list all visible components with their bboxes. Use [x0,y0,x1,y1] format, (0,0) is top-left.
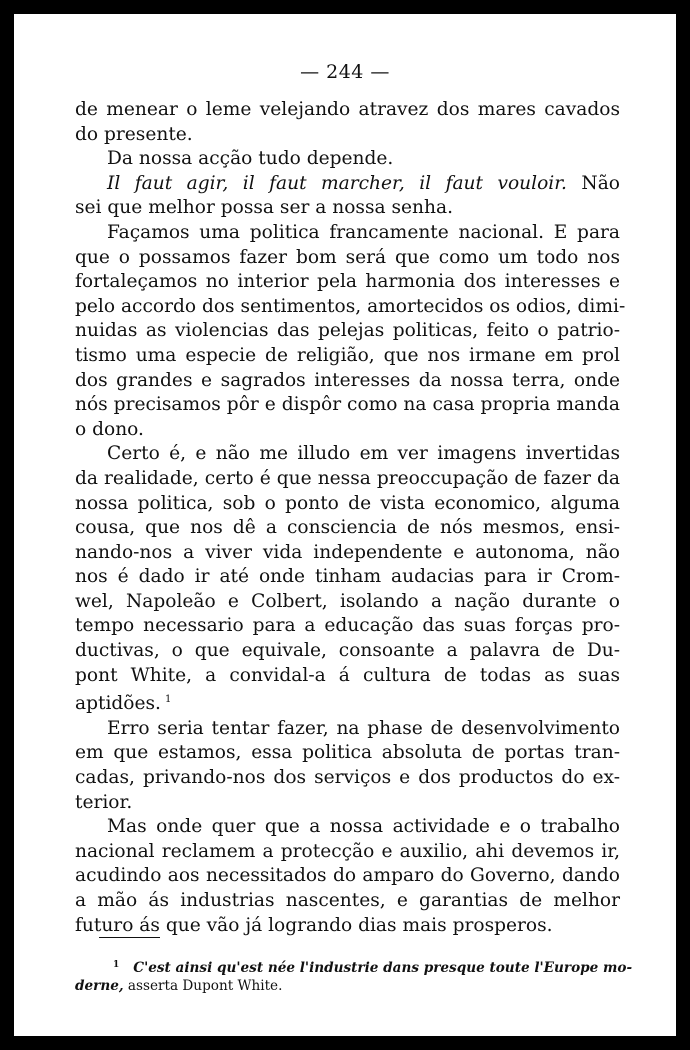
text-line: futuro ás que vão já logrando dias mais prosperos. [75,914,553,936]
footnote-quote: C'est ainsi qu'est née l'industrie dans presque toute l'Europe mo- [133,960,633,976]
text-line: nossa politica, sob o ponto de vista economico, alguma [75,492,620,514]
text-line: fortaleçamos no interior pela harmonia dos interesses e [75,271,620,293]
french-quote: Il faut agir, il faut marcher, il faut vouloir. [107,172,567,194]
text-line: ductivas, o que equivale, consoante a palavra de Du- [75,640,620,662]
text-line: Da nossa acção tudo depende. [107,148,394,170]
text-line: pelo accordo dos sentimentos, amortecidos os odios, dimi- [75,295,626,317]
text-line: acudindo aos necessitados do amparo do Governo, dando [75,865,620,887]
text-line [75,688,620,717]
footnote-marker: 1 [113,960,120,970]
footnote-line [75,956,633,977]
text-line: tismo uma especie de religião, que nos irmane em prol [75,344,620,366]
text-line: dos grandes e sagrados interesses da nossa terra, onde [75,369,620,391]
text-line: nando-nos a viver vida independente e autonoma, não [75,541,620,563]
text-line: em que estamos, essa politica absoluta de portas tran- [75,742,620,764]
text-line: de menear o leme velejando atravez dos mares cavados [75,99,620,120]
text-line: Certo é, e não me illudo em ver imagens invertidas [107,443,620,465]
footnote-quote: derne, [75,978,124,994]
paragraph-6 [75,717,620,815]
text-fragment: aptidões. [75,693,161,715]
footnote-attribution: asserta Dupont White. [127,978,283,994]
text-line: Mas onde quer que a nossa actividade e o trabalho [107,816,620,838]
paragraph-3 [75,172,620,221]
text-line: terior. [75,791,133,813]
text-line: Erro seria tentar fazer, na phase de desenvolvimento [107,717,620,739]
text-line: que o possamos fazer bom será que como um todo nos [75,246,620,268]
footnote-line [75,977,620,995]
paragraph-4 [75,221,626,442]
page-number: — 244 — [300,61,390,83]
paragraph-5 [75,442,620,717]
text-line: cadas, privando-nos dos serviços e dos productos do ex- [75,767,620,789]
text-line: nuidas as violencias das pelejas politicas, feito o patrio- [75,320,620,342]
book-page [14,14,676,1036]
text-line: nacional reclamem a protecção e auxilio, ahi devemos ir, [75,840,620,862]
paragraph-1 [75,98,620,147]
text-line: o dono. [75,418,144,440]
paragraph-2 [75,147,620,172]
footnote-divider [99,937,160,938]
text-line: nos é dado ir até onde tinham audacias para ir Crom- [75,566,620,588]
text-line: wel, Napoleão e Colbert, isolando a nação durante o [75,590,620,612]
body-text [75,98,626,938]
paragraph-7 [75,815,620,938]
text-line: a mão ás industrias nascentes, e garantias de melhor [75,890,620,911]
text-line [75,172,620,197]
footnote [75,956,633,995]
text-line: nós precisamos pôr e dispôr como na casa propria manda [75,394,620,416]
text-line: tempo necessario para a educação das suas forças pro- [75,615,620,637]
text-line: da realidade, certo é que nessa preoccupação de fazer da [75,467,620,489]
text-line: do presente. [75,123,193,145]
text-line: pont White, a convidal-a á cultura de todas as suas [75,664,620,686]
footnote-reference[interactable]: 1 [164,694,172,706]
text-fragment: Não [566,172,620,194]
text-line: Façamos uma politica francamente nacional. E para [107,221,620,243]
text-line: cousa, que nos dê a consciencia de nós mesmos, ensi- [75,517,620,539]
text-line: sei que melhor possa ser a nossa senha. [75,197,454,219]
